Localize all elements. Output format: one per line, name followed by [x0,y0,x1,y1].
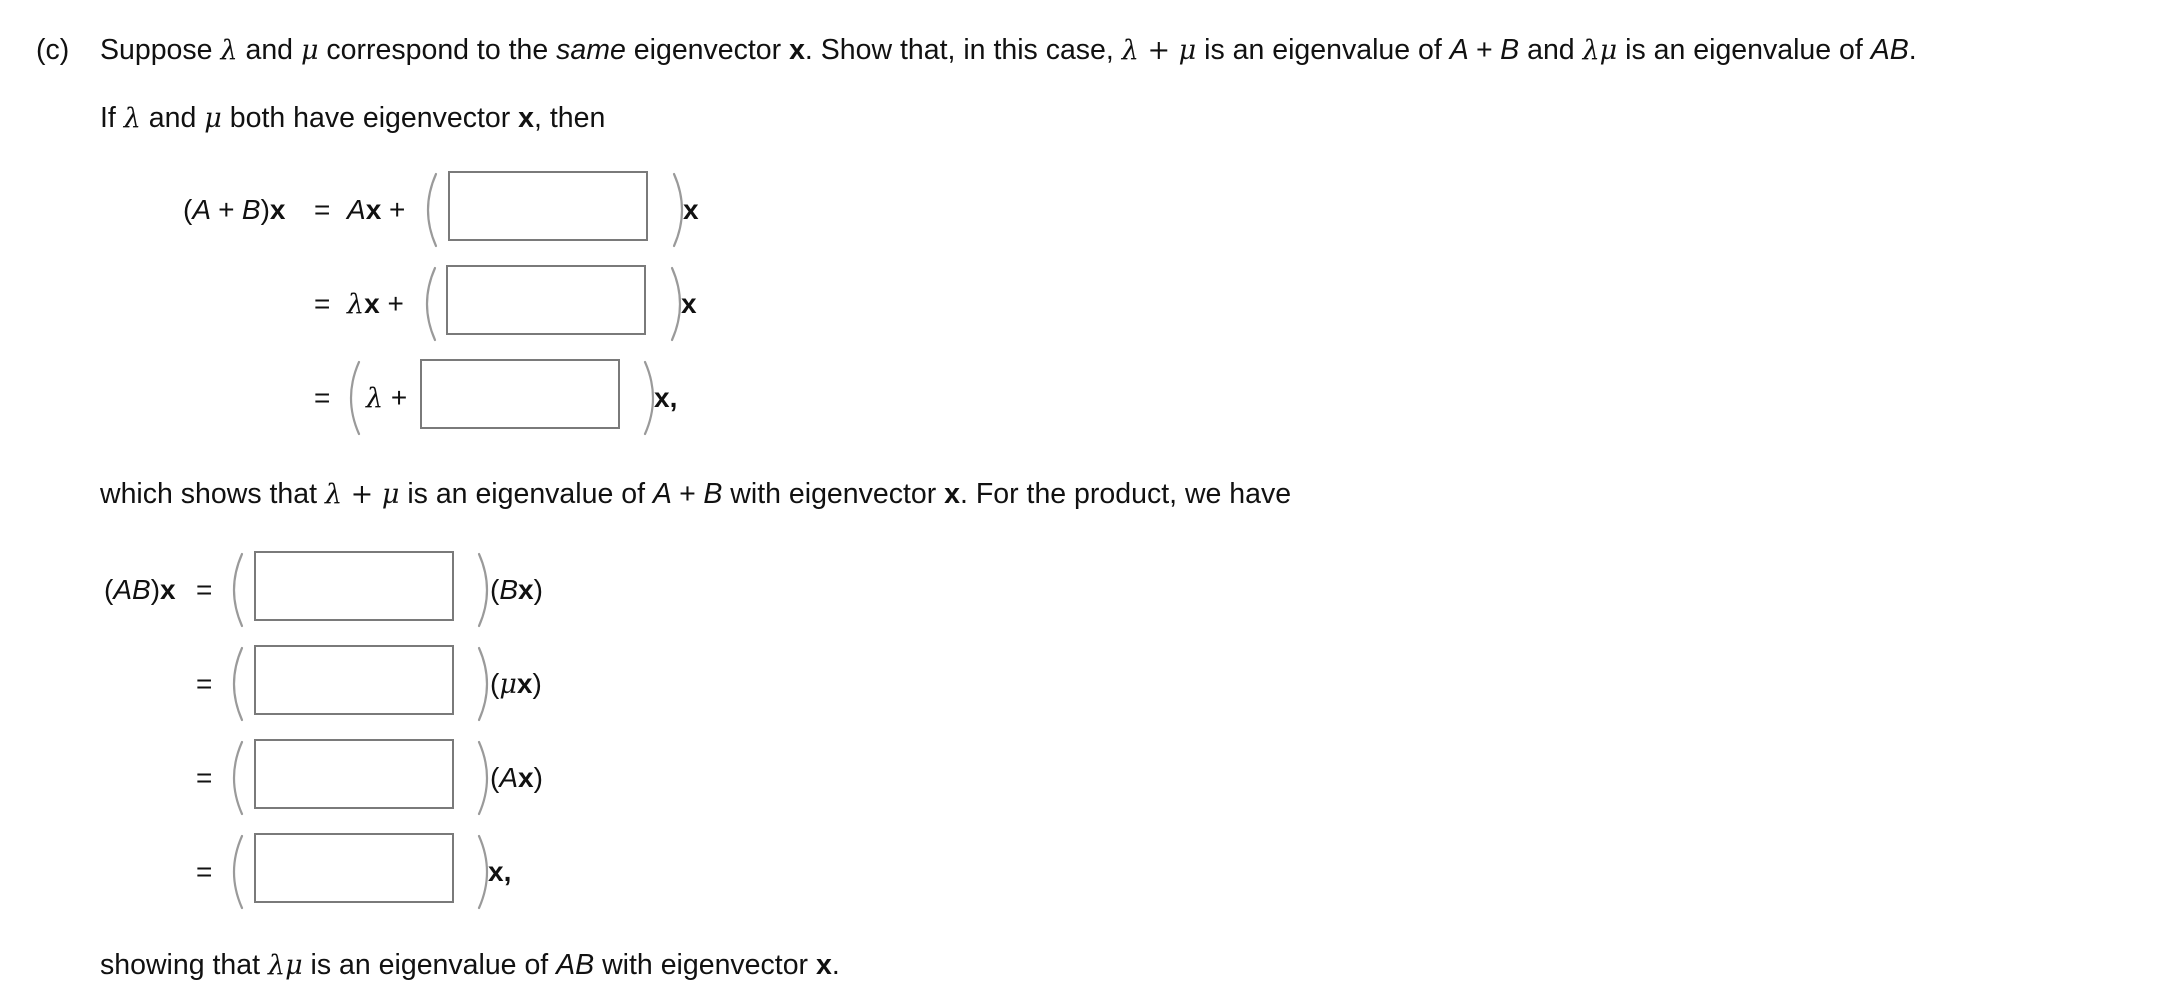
mu-symbol: μ [204,103,222,134]
lambda-symbol: λ [347,289,365,320]
equals-sign: = [314,288,331,319]
product-row2-tail [490,670,542,698]
left-paren [226,740,250,816]
sum-answer-1[interactable] [448,171,648,241]
vector-x: x [518,102,534,134]
middle-part: which shows that [100,478,325,510]
lhs-close-paren: ) [150,574,161,605]
product-expression: λμ [267,950,303,981]
product-answer-3[interactable] [254,739,454,809]
left-paren [226,646,250,722]
matrix-a: A [499,762,519,793]
matrix-a-plus-b: A + B [1449,34,1520,66]
lambda-symbol: λ [366,383,384,414]
sum-answer-2[interactable] [446,265,646,335]
plus-sign: + [390,382,408,413]
middle-part: . For the product, we have [960,478,1292,510]
matrix-a: A [347,194,366,225]
vector-x: x [160,574,176,605]
open-paren: ( [490,574,500,605]
equals-sign: = [196,856,213,887]
vector-x: x [944,478,961,510]
sum-row1-lead [347,196,405,224]
left-paren [226,834,250,910]
matrix-a-plus-b: A + B [652,478,723,510]
conclusion-part: . [831,949,840,981]
prompt-text: Suppose [100,34,221,66]
product-row3-tail [490,764,543,792]
matrix-ab: AB [113,574,151,605]
prompt-text: . Show that, in this case, [804,34,1122,66]
intro-part: If [100,102,124,134]
close-paren: ) [532,668,542,699]
equals-sign: = [314,194,331,225]
matrix-ab: AB [556,949,595,981]
intro-part: , then [534,102,606,134]
prompt-text: and [237,34,301,66]
vector-x: x [516,668,533,699]
vector-x: x [789,34,805,66]
vector-x: x [681,288,697,319]
product-answer-4[interactable] [254,833,454,903]
matrix-a-plus-b: A + B [192,194,261,225]
left-paren [226,552,250,628]
left-paren [420,172,444,248]
vector-x: x [365,194,382,225]
mu-symbol: μ [499,669,517,700]
product-lhs [104,576,176,604]
intro-part: both have eigenvector [221,102,519,134]
left-paren [343,360,367,436]
mu-symbol: μ [300,35,319,66]
prompt-text: . [1908,34,1917,66]
prompt-text: is an eigenvalue of [1196,34,1450,66]
prompt-text: is an eigenvalue of [1617,34,1871,66]
plus-sign: + [387,288,404,319]
equals-sign: = [196,668,213,699]
matrix-b: B [499,574,519,605]
lhs-open-paren: ( [183,194,193,225]
equals-sign: = [196,574,213,605]
vector-x: x, [488,856,512,887]
vector-x: x [269,194,286,225]
intro-part: and [140,102,205,134]
prompt-text: correspond to the [318,34,557,66]
equals-sign: = [314,382,331,413]
intro-text [100,104,605,133]
sum-answer-3[interactable] [420,359,620,429]
open-paren: ( [490,762,500,793]
conclusion-part: showing that [100,949,268,981]
lambda-symbol: λ [123,103,141,134]
close-paren: ) [533,762,543,793]
sum-expression: λ + μ [324,479,400,510]
sum-row2-lead [347,290,404,318]
close-paren: ) [533,574,543,605]
vector-x: x [364,288,380,319]
prompt-text: eigenvector [625,34,790,66]
product-answer-2[interactable] [254,645,454,715]
middle-text [100,480,1291,509]
sum-row3-lead [366,384,407,412]
middle-part: is an eigenvalue of [399,478,653,510]
vector-x: x [683,194,699,225]
emphasis-same: same [556,34,626,66]
part-label: (c) [36,34,70,66]
conclusion-part: is an eigenvalue of [302,949,557,981]
conclusion-part: with eigenvector [594,949,816,981]
conclusion-text [100,951,840,980]
problem-prompt [100,36,1917,65]
left-paren [419,266,443,342]
vector-x: x [815,949,832,981]
lhs-open-paren: ( [104,574,114,605]
prompt-text: and [1519,34,1583,66]
product-row1-tail [490,576,543,604]
matrix-ab: AB [1870,34,1909,66]
product-answer-1[interactable] [254,551,454,621]
vector-x: x [518,574,534,605]
lambda-symbol: λ [220,35,238,66]
plus-sign: + [389,194,406,225]
sum-lhs [183,196,285,224]
middle-part: with eigenvector [722,478,945,510]
lhs-close-paren: ) [260,194,270,225]
product-expression: λμ [1582,35,1618,66]
vector-x: x [518,762,534,793]
sum-expression: λ + μ [1121,35,1197,66]
vector-x: x, [654,382,678,413]
equals-sign: = [196,762,213,793]
open-paren: ( [490,668,500,699]
